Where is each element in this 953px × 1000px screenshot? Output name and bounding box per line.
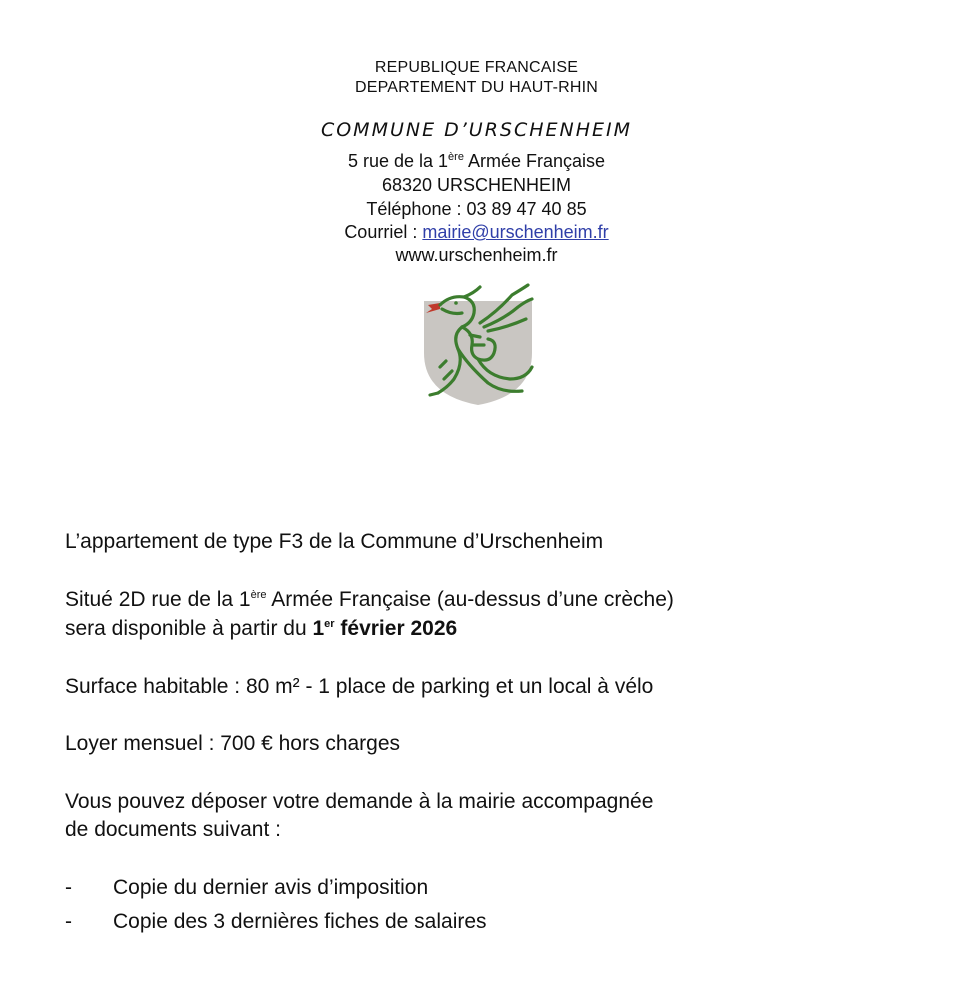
availability-pre: sera disponible à partir du <box>65 617 313 640</box>
location-pre: Situé 2D rue de la 1 <box>65 588 251 611</box>
list-item-dash: - <box>65 876 72 899</box>
shield-shape <box>424 301 532 405</box>
availability-date-rest: février 2026 <box>334 617 458 640</box>
address-pre: 5 rue de la 1 <box>347 151 449 171</box>
availability-date-sup: er <box>324 618 335 630</box>
email-line <box>0 222 953 243</box>
city-line: 68320 URSCHENHEIM <box>381 175 572 195</box>
availability-date-num: 1 <box>312 617 325 640</box>
email-link[interactable]: mairie@urschenheim.fr <box>422 222 609 242</box>
address-sup: ère <box>448 151 464 163</box>
location-sup: ère <box>250 589 267 601</box>
department-heading: DEPARTEMENT DU HAUT-RHIN <box>354 79 599 96</box>
address-post: Armée Française <box>463 151 606 171</box>
address-line <box>0 151 953 172</box>
surface-line: Surface habitable : 80 m² - 1 place de parking et un local à vélo <box>65 675 654 698</box>
availability-line <box>65 617 457 641</box>
list-item-dash: - <box>65 910 72 933</box>
phone-line: Téléphone : 03 89 47 40 85 <box>366 199 587 219</box>
location-post: Armée Française (au-dessus d’une crèche) <box>266 588 674 611</box>
rent-line: Loyer mensuel : 700 € hors charges <box>65 732 401 755</box>
availability-date <box>312 617 457 640</box>
request-line-1: Vous pouvez déposer votre demande à la mairie accompagnée <box>65 790 654 813</box>
list-item: Copie du dernier avis d’imposition <box>113 876 429 899</box>
list-item: Copie des 3 dernières fiches de salaires <box>113 910 487 933</box>
website-line: www.urschenheim.fr <box>395 245 558 265</box>
email-label: Courriel : <box>344 222 423 242</box>
dragon-eye <box>454 301 458 305</box>
apartment-intro: L’appartement de type F3 de la Commune d’Urschenheim <box>65 530 604 553</box>
request-line-2: de documents suivant : <box>65 818 281 841</box>
commune-title: COMMUNE D’URSCHENHEIM <box>320 119 633 141</box>
dragon-coat-of-arms-icon <box>418 283 538 408</box>
location-line <box>65 588 674 612</box>
country-heading: REPUBLIQUE FRANCAISE <box>374 59 579 76</box>
